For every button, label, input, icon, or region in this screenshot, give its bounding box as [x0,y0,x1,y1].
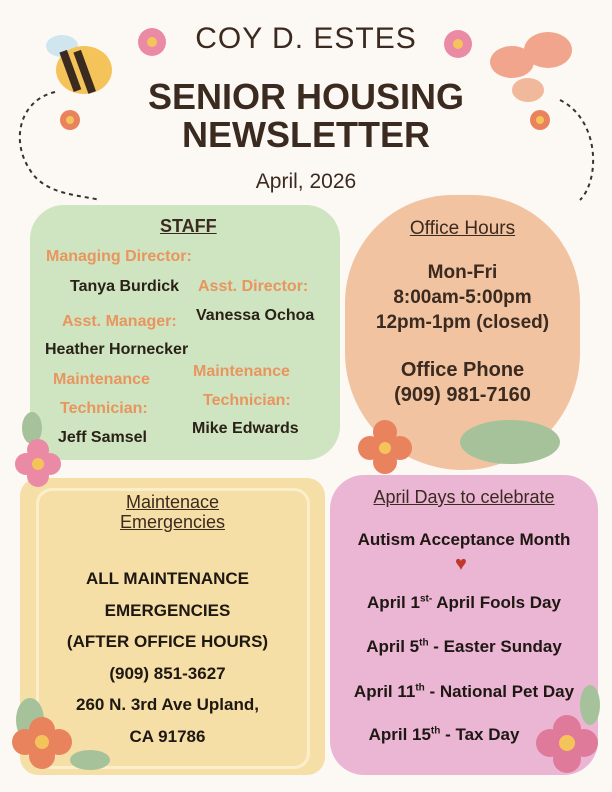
flower-icon [10,410,70,490]
autism-month: Autism Acceptance Month [357,530,571,549]
office-hours [345,260,580,335]
staff-role: Technician: [203,392,291,409]
staff-role: Maintenance [193,363,290,380]
office-phone-block [345,358,580,408]
org-name: COY D. ESTES [195,22,417,55]
staff-heading: STAFF [160,216,217,236]
puzzle-heart-icon: ♥ [455,553,467,575]
staff-name: Jeff Samsel [58,429,147,446]
staff-name: Heather Hornecker [45,341,189,358]
celebrate-heading: April Days to celebrate [373,487,555,507]
emergency-phone: (909) 851-3627 [109,663,226,683]
staff-role: Maintenance [53,371,150,388]
office-hours-heading: Office Hours [409,218,516,239]
event-item: April 11th - National Pet Day [353,682,575,701]
staff-role: Asst. Director: [198,278,309,295]
staff-role: Technician: [60,400,148,417]
flower-icon [5,690,115,790]
page-title [0,78,612,154]
office-times: 8:00am-5:00pm [393,287,532,308]
office-lunch: 12pm-1pm (closed) [375,312,550,333]
event-item: April 15th - Tax Day [368,725,520,744]
staff-name: Vanessa Ochoa [196,307,315,324]
address-line-2: CA 91786 [129,726,206,746]
staff-role: Managing Director: [46,248,192,265]
event-item: April $1^{st-}$ April Fools Day [367,593,561,612]
staff-name: Mike Edwards [192,420,299,437]
staff-name: Tanya Burdick [70,278,180,295]
title-line-1: SENIOR HOUSING [147,76,465,117]
issue-date: April, 2026 [255,170,357,193]
flower-icon [510,685,612,792]
office-phone-label: Office Phone [400,359,525,381]
office-phone: (909) 981-7160 [394,384,531,406]
staff-role: Asst. Manager: [62,313,177,330]
office-days: Mon-Fri [427,262,498,283]
title-line-2: NEWSLETTER [182,114,430,155]
maintenance-heading: Maintenace Emergencies [119,492,226,532]
maintenance-info: ALL MAINTENANCE EMERGENCIES (AFTER OFFICE HOURS) (909) 851-3627 260 N. 3rd Ave Upland, CA 91786 [20,563,315,752]
leaf-and-flower-decoration [330,410,570,480]
event-item: April 5th - Easter Sunday [366,637,562,656]
address-line-1: 260 N. 3rd Ave Upland, [76,695,259,714]
